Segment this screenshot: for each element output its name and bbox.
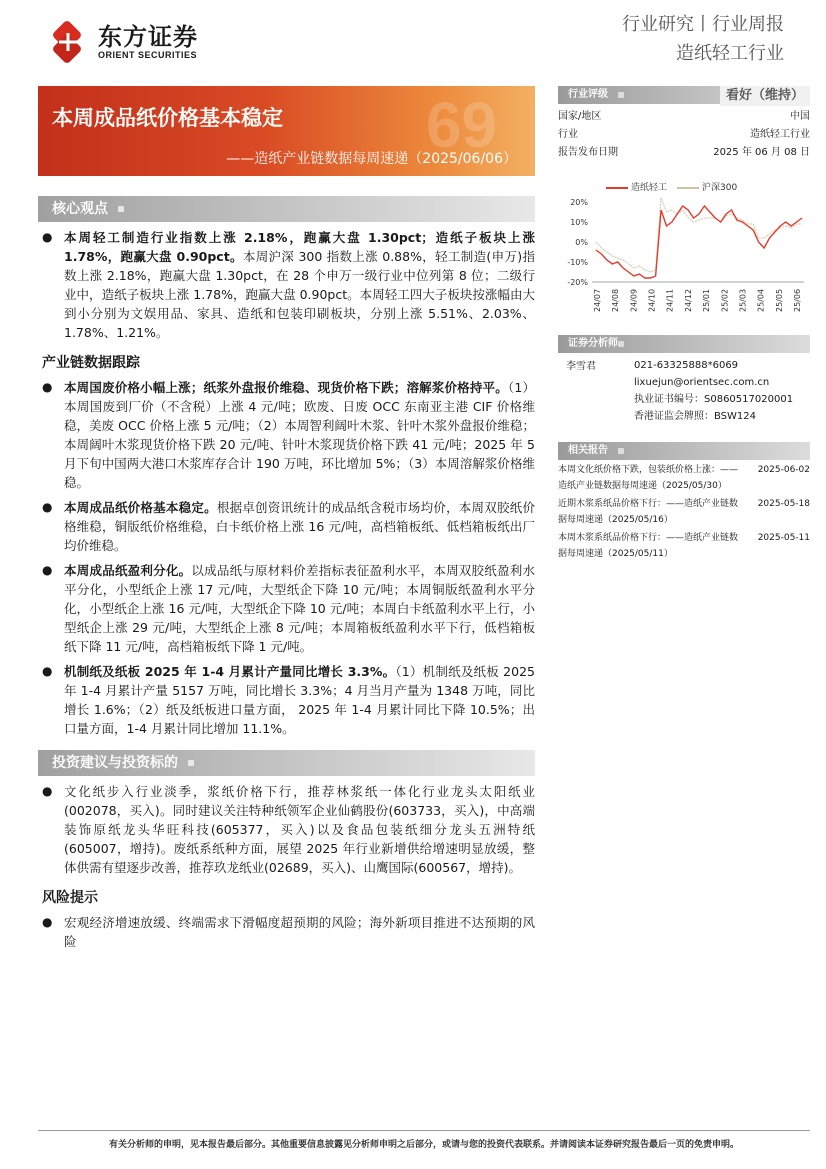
industry-name: 造纸轻工行业 (676, 43, 784, 64)
x-tick-label: 24/11 (665, 288, 675, 312)
invest-header (38, 750, 535, 776)
related-report-date: 2025-06-02 (757, 465, 810, 475)
x-tick-label: 24/09 (629, 288, 639, 312)
header-tick-icon (118, 206, 124, 212)
subsection-title: 产业链数据跟踪 (42, 355, 140, 371)
analyst-panel (558, 335, 810, 425)
point-text: 以成品纸与原材料价差指标表征盈利水平，本周双胶纸盈利水平分化，小型纸企上涨 17 元/吨，大型纸企下降 10 元/吨；本周铜版纸盈利水平分化，小型纸企上涨 16 元/吨，大型纸企下降 10 元/吨；本周白卡纸盈利水平上行，小型纸企上涨 29 元/吨，大型纸企上涨 8 元/吨；本周箱板纸盈利水平下行，低档箱板纸下降 11 元/吨，高档箱板纸下降 1 元/吨。 (64, 563, 535, 654)
bullet-icon: ● (42, 664, 53, 678)
x-tick-label: 24/10 (647, 288, 657, 312)
x-tick-label: 25/02 (720, 288, 730, 312)
rating-header (558, 86, 810, 104)
point-lead: 机制纸及纸板 2025 年 1-4 月累计产量同比增长 3.3%。 (64, 664, 396, 679)
analyst-header-label: 证券分析师 (568, 338, 618, 349)
header-tick-icon (618, 92, 624, 98)
bullet-icon: ● (42, 915, 53, 929)
report-subtitle: ——造纸产业链数据每周速递（2025/06/06） (226, 151, 517, 167)
point-text: （1）机制纸及纸板 2025 年 1-4 月累计产量 5157 万吨，同比增长 3.3%；4 月当月产量为 1348 万吨，同比增长 1.6%；（2）纸及纸板进口量方面， 2025 年 1-4 月累计同比下降 10.5%；出口量方面，1-4 月累计同比增加 11.1%。 (64, 664, 535, 736)
analyst-header (558, 335, 810, 353)
point-text: 本周沪深 300 指数上涨 0.88%，轻工制造(申万)指数上涨 2.18%，跑赢大盘 1.30pct，在 28 个申万一级行业中位列第 8 位；二级行业中，造纸子板块上涨 1.78%，跑赢大盘 0.90pct。本周轻工四大子板块按涨幅由大到小分别为文娱用品、家具、造纸和包装印刷板块，分别上涨 5.51%、2.03%、1.78%、1.21%。 (64, 249, 535, 340)
point-text: 文化纸步入行业淡季，浆纸价格下行，推荐林浆纸一体化行业龙头太阳纸业(002078，买入)。同时建议关注特种纸领军企业仙鹤股份(603733，买入)，中高端装饰原纸龙头华旺科技(605377，买入)以及食品包装纸细分龙头五洲特纸(605007，增持)。废纸系纸种方面，展望 2025 年行业新增供给增速明显放缓，整体供需有望逐步改善，推荐玖龙纸业(02689，买入)、山鹰国际(600567，增持)。 (64, 784, 535, 875)
related-report-item[interactable] (558, 462, 810, 494)
x-tick-label: 25/03 (738, 288, 748, 312)
rating-value: 看好（维持） (720, 86, 810, 106)
header-tick-icon (188, 760, 194, 766)
kv-row (558, 126, 810, 144)
bullet-icon: ● (42, 500, 53, 514)
x-tick-label: 25/06 (793, 288, 802, 312)
related-reports (558, 442, 810, 562)
core-point (38, 561, 535, 656)
risk-title: 风险提示 (42, 890, 98, 906)
related-report-date: 2025-05-11 (757, 533, 810, 543)
y-tick-label: 0% (575, 238, 588, 247)
logo-en: ORIENT SECURITIES (98, 50, 198, 60)
analyst-email[interactable]: lixuejun@orientsec.com.cn (634, 377, 770, 388)
title-banner (38, 86, 535, 176)
report-title: 本周成品纸价格基本稳定 (52, 106, 283, 130)
core-header (38, 196, 535, 222)
logo-mark-icon (46, 20, 90, 64)
point-text: 宏观经济增速放缓、终端需求下滑幅度超预期的风险；海外新项目推进不达预期的风险 (64, 915, 535, 949)
disclaimer-footer: 有关分析师的申明，见本报告最后部分。其他重要信息披露见分析师申明之后部分，或请与您的投资代表联系。并请阅读本证券研究报告最后一页的免责申明。 (38, 1130, 810, 1150)
related-report-item[interactable] (558, 530, 810, 562)
related-report-title[interactable]: 本周木浆系纸品价格下行：——造纸产业链数据每周速递（2025/05/11） (558, 533, 739, 559)
point-lead: 本周成品纸价格基本稳定。 (64, 500, 217, 515)
banner-decoration: 69 (425, 89, 497, 161)
analyst-license: 执业证书编号：S0860517020001 (634, 394, 794, 405)
analyst-phone: 021-63325888*6069 (634, 360, 739, 371)
main-content (38, 196, 535, 951)
y-tick-label: 20% (570, 198, 588, 207)
series-line (596, 206, 802, 278)
related-report-title[interactable]: 本周文化纸价格下跌，包装纸价格上涨：——造纸产业链数据每周速递（2025/05/30） (558, 465, 739, 491)
header-tick-icon (618, 341, 624, 347)
kv-value: 造纸轻工行业 (750, 129, 810, 140)
analyst-name: 李雪君 (566, 361, 596, 372)
y-tick-label: -20% (567, 278, 588, 287)
legend-label: 造纸轻工 (631, 183, 668, 193)
chart-svg (558, 176, 810, 316)
point-lead: 本周国废价格小幅上涨；纸浆外盘报价维稳、现货价格下跌；溶解浆价格持平。 (64, 380, 508, 395)
rating-panel (558, 86, 810, 162)
x-tick-label: 25/05 (774, 288, 784, 312)
invest-point (38, 782, 535, 877)
logo-cn: 东方证券 (98, 23, 198, 51)
x-tick-label: 24/07 (593, 288, 602, 312)
point-lead: 本周轻工制造行业指数上涨 2.18%，跑赢大盘 1.30pct；造纸子板块上涨 1.78%，跑赢大盘 0.90pct。 (64, 230, 535, 264)
kv-key: 行业 (558, 129, 578, 140)
risk-point (38, 913, 535, 951)
bullet-icon: ● (42, 380, 53, 394)
core-point (38, 228, 535, 342)
invest-header-label: 投资建议与投资标的 (52, 755, 178, 771)
related-header-label: 相关报告 (568, 445, 608, 456)
y-tick-label: 10% (570, 218, 588, 227)
bullet-icon: ● (42, 230, 53, 244)
bullet-icon: ● (42, 784, 53, 798)
report-type: 行业研究丨行业周报 (622, 14, 784, 35)
analyst-hk-license: 香港证监会牌照：BSW124 (634, 411, 757, 422)
company-logo (46, 20, 236, 64)
kv-value: 中国 (790, 111, 810, 122)
point-text: 根据卓创资讯统计的成品纸含税市场均价，本周双胶纸价格维稳，铜版纸价格维稳，白卡纸价格上涨 16 元/吨，高档箱板纸、低档箱板纸出厂均价维稳。 (64, 500, 535, 553)
kv-row (558, 108, 810, 126)
core-point (38, 662, 535, 738)
point-text: （1）本周国废到厂价（不含税）上涨 4 元/吨；欧废、日废 OCC 东南亚主港 CIF 价格维稳，美废 OCC 价格上涨 5 元/吨；（2）本周智利阔叶木浆、针叶木浆外盘报价维稳；本周阔叶木浆现货价格下跌 20 元/吨、针叶木浆现货价格下跌 41 元/吨；2025 年 5 月下旬中国两大港口木浆库存合计 190 万吨，环比增加 5%；（3）本周溶解浆价格维稳。 (64, 380, 535, 490)
related-report-date: 2025-05-18 (757, 499, 810, 509)
x-tick-label: 24/12 (683, 288, 693, 312)
performance-chart (558, 176, 810, 316)
kv-value: 2025 年 06 月 08 日 (713, 147, 810, 158)
header-tick-icon (618, 448, 624, 454)
kv-key: 国家/地区 (558, 111, 602, 122)
x-tick-label: 25/04 (756, 288, 766, 312)
kv-row (558, 144, 810, 162)
bullet-icon: ● (42, 563, 53, 577)
related-report-item[interactable] (558, 496, 810, 528)
point-lead: 本周成品纸盈利分化。 (64, 563, 192, 578)
y-tick-label: -10% (567, 258, 588, 267)
core-point (38, 498, 535, 555)
rating-header-label: 行业评级 (568, 89, 608, 100)
series-line (596, 198, 802, 272)
core-point (38, 378, 535, 492)
legend-label: 沪深300 (702, 183, 738, 193)
related-header (558, 442, 810, 460)
report-meta (622, 12, 784, 68)
x-tick-label: 25/01 (702, 288, 712, 312)
core-header-label: 核心观点 (52, 201, 108, 217)
x-tick-label: 24/08 (611, 288, 621, 312)
kv-key: 报告发布日期 (558, 147, 618, 158)
related-report-title[interactable]: 近期木浆系纸品价格下行：——造纸产业链数据每周速递（2025/05/16） (558, 499, 739, 525)
